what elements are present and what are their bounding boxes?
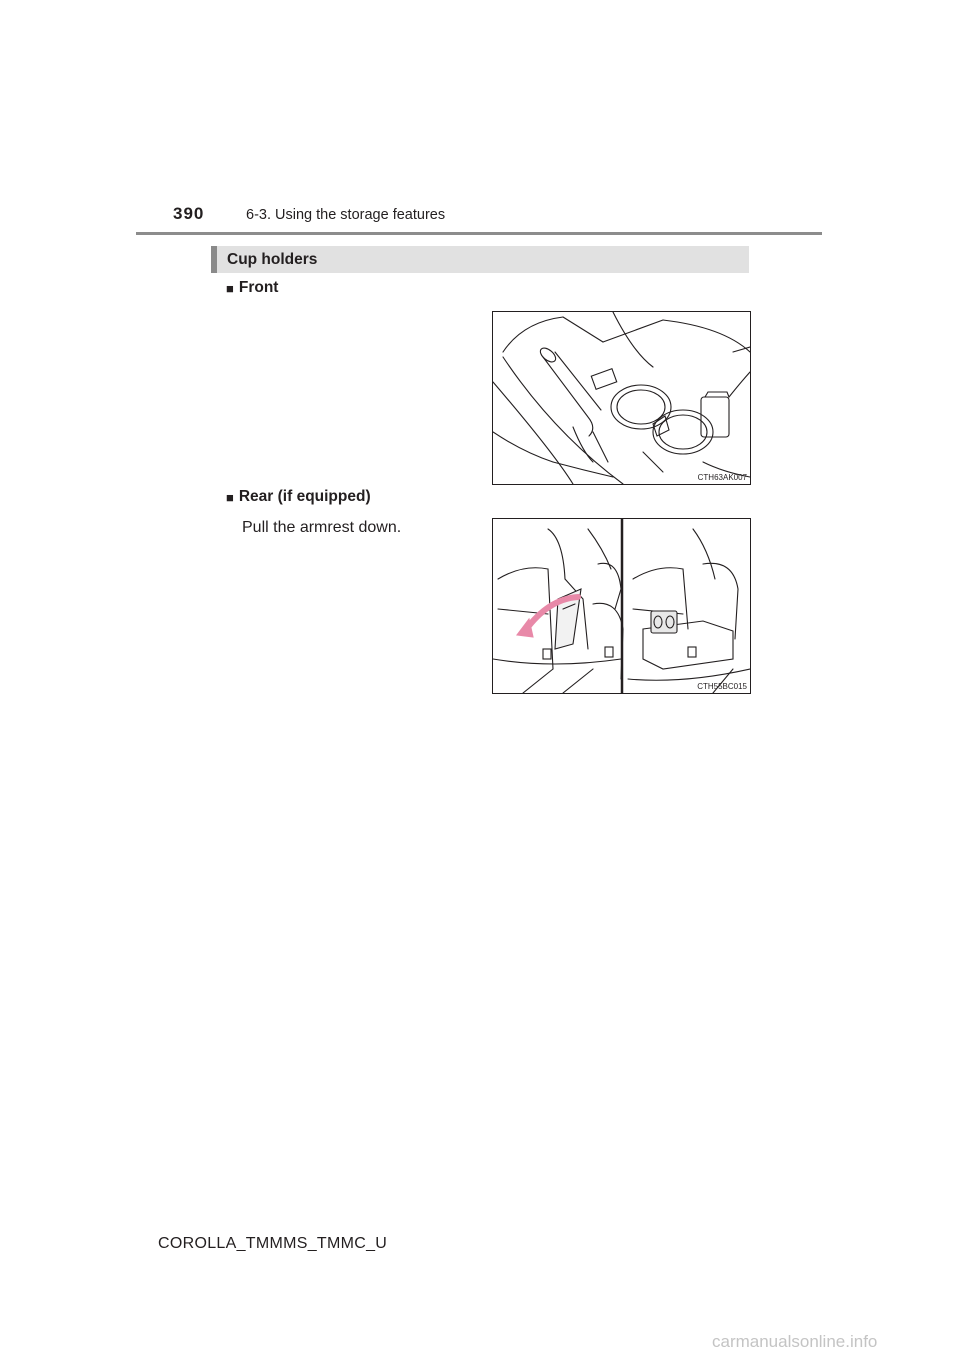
header-divider bbox=[136, 232, 822, 235]
page-number: 390 bbox=[173, 204, 205, 223]
rear-cup-holder-illustration bbox=[492, 518, 751, 694]
footer-model-code: COROLLA_TMMMS_TMMC_U bbox=[158, 1235, 388, 1252]
front-cup-holder-illustration bbox=[492, 311, 751, 485]
square-bullet-icon: ■ bbox=[226, 489, 234, 505]
subheading-front-label: Front bbox=[238, 279, 279, 296]
square-bullet-icon: ■ bbox=[226, 280, 234, 296]
figure-code-front: CTH63AK007 bbox=[697, 473, 747, 482]
section-heading-label: Cup holders bbox=[227, 250, 318, 268]
watermark: carmanualsonline.info bbox=[712, 1332, 878, 1351]
rear-instruction: Pull the armrest down. bbox=[242, 519, 402, 536]
section-heading bbox=[211, 246, 749, 273]
subheading-rear-label: Rear (if equipped) bbox=[238, 488, 371, 505]
subheading-front bbox=[226, 279, 278, 297]
figure-code-rear: CTH55BC015 bbox=[697, 682, 747, 691]
subheading-rear bbox=[226, 488, 371, 506]
section-title: 6-3. Using the storage features bbox=[246, 207, 446, 223]
